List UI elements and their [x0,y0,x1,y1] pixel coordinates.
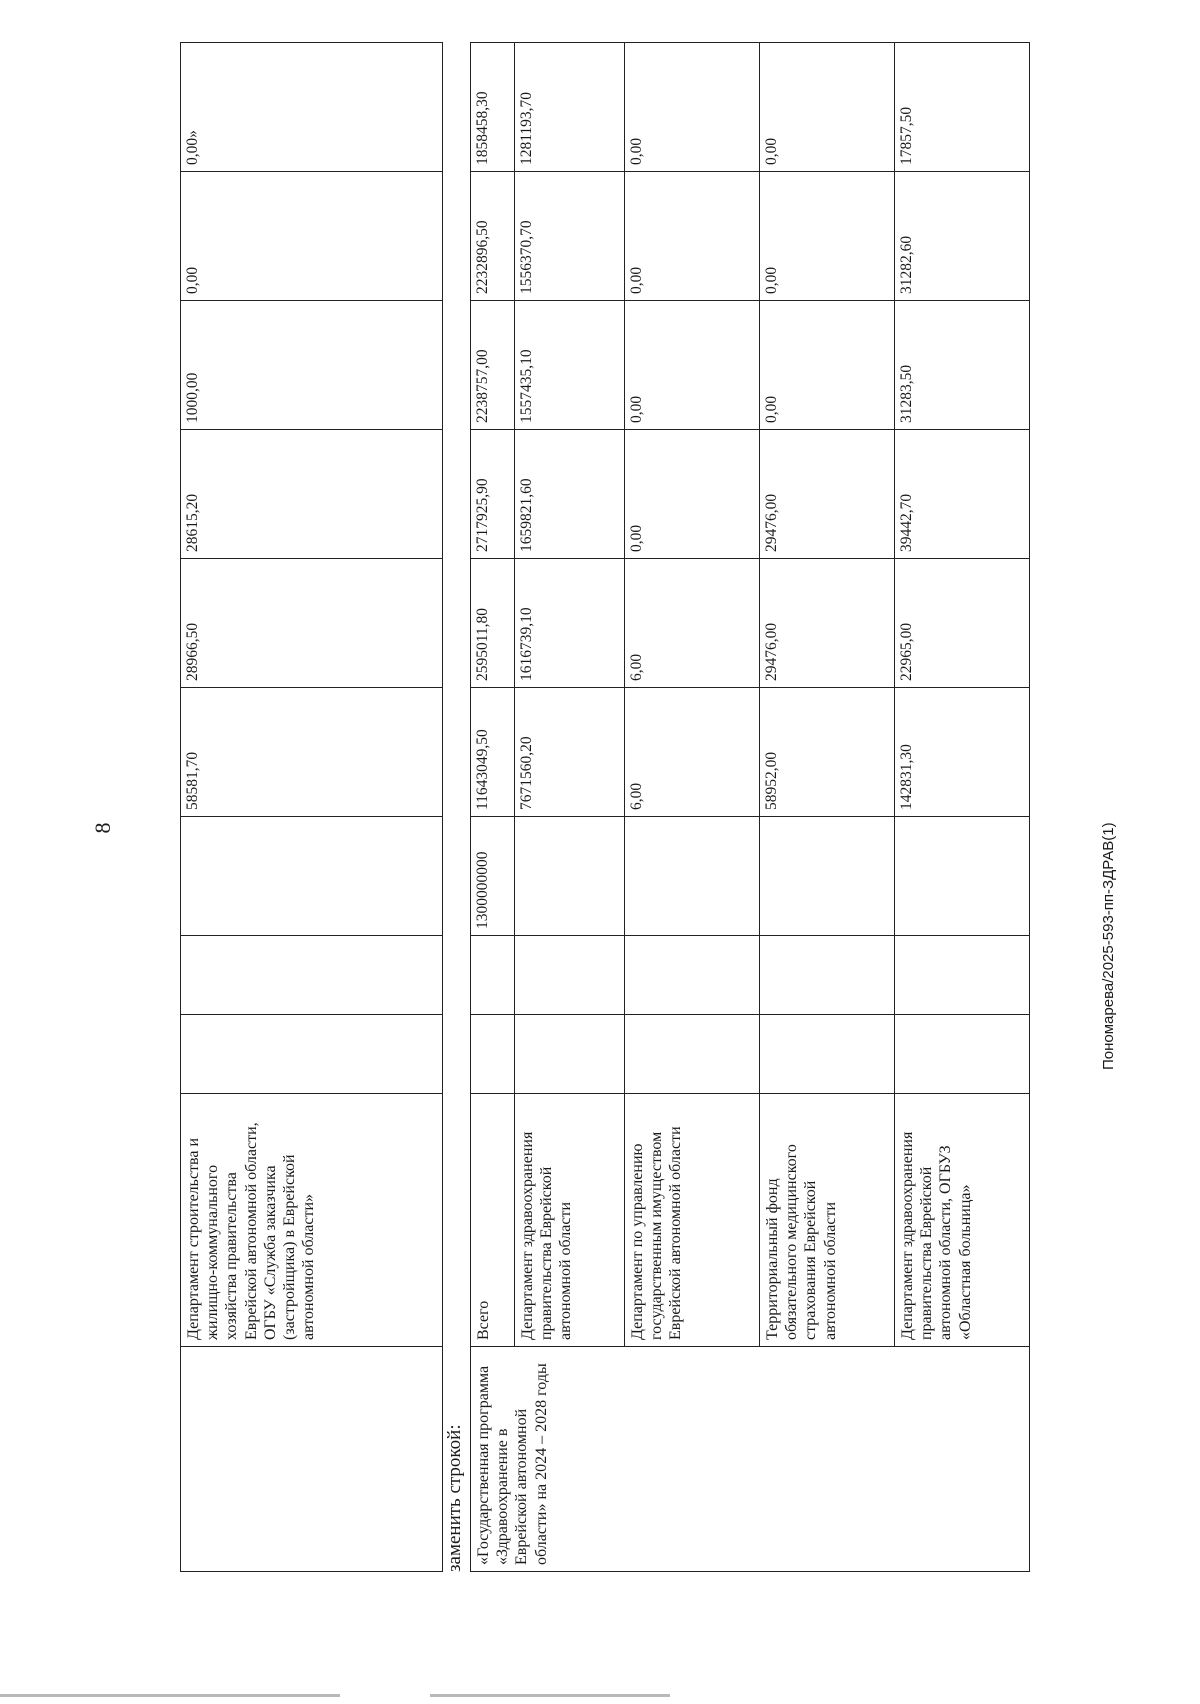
value-cell: 1659821,60 [515,430,625,559]
value-cell: 29476,00 [760,430,895,559]
table-row [760,43,895,1572]
value-cell: 22965,00 [895,559,1030,688]
empty-cell [181,936,443,1015]
executor-cell: Департамент здравоохранения правительства Еврейской автономной области [515,1094,625,1347]
value-cell: 1556370,70 [515,172,625,301]
empty-cell [625,936,760,1015]
scan-artifact [0,1694,340,1697]
rotated-document-body [180,32,1200,1572]
scan-artifact [430,1694,670,1697]
value-cell: 1281193,70 [515,43,625,172]
program-cell-empty [181,1347,443,1572]
value-cell: 28966,50 [181,559,443,688]
empty-cell [895,1015,1030,1094]
value-cell: 0,00 [181,172,443,301]
empty-cell [471,1015,515,1094]
code-cell [181,817,443,936]
empty-cell [181,1015,443,1094]
value-cell: 142831,30 [895,688,1030,817]
value-cell: 11643049,50 [471,688,515,817]
empty-cell [471,936,515,1015]
empty-cell [760,1015,895,1094]
table-row [181,43,443,1572]
code-cell [515,817,625,936]
executor-cell: Всего [471,1094,515,1347]
value-cell: 0,00 [625,43,760,172]
value-cell: 2232896,50 [471,172,515,301]
value-cell: 2595011,80 [471,559,515,688]
value-cell: 0,00 [760,172,895,301]
replace-label: заменить строкой: [444,1424,465,1572]
value-cell: 0,00 [760,43,895,172]
value-cell: 0,00» [181,43,443,172]
table-row [895,43,1030,1572]
table-row [515,43,625,1572]
empty-cell [515,936,625,1015]
executor-cell: Территориальный фонд обязательного медицинского страхования Еврейской автономной области [760,1094,895,1347]
executor-cell: Департамент здравоохранения правительства Еврейской автономной области, ОГБУЗ «Областная больница» [895,1094,1030,1347]
value-cell: 1616739,10 [515,559,625,688]
code-cell [625,817,760,936]
value-cell: 1858458,30 [471,43,515,172]
code-cell [895,817,1030,936]
page-number: 8 [90,822,115,834]
value-cell: 0,00 [760,301,895,430]
value-cell: 1000,00 [181,301,443,430]
value-cell: 28615,20 [181,430,443,559]
empty-cell [625,1015,760,1094]
value-cell: 6,00 [625,559,760,688]
program-name-cell: «Государственная программа «Здравоохранение в Еврейской автономной области» на 2024 – 2028 годы [471,1347,1030,1572]
executor-cell: Департамент по управлению государственным имуществом Еврейской автономной области [625,1094,760,1347]
value-cell: 31283,50 [895,301,1030,430]
value-cell: 0,00 [625,301,760,430]
value-cell: 17857,50 [895,43,1030,172]
value-cell: 6,00 [625,688,760,817]
top-table [180,42,443,1572]
table-row [471,43,515,1572]
value-cell: 39442,70 [895,430,1030,559]
empty-cell [515,1015,625,1094]
value-cell: 2717925,90 [471,430,515,559]
value-cell: 58581,70 [181,688,443,817]
value-cell: 7671560,20 [515,688,625,817]
code-cell: 1300000000 [471,817,515,936]
code-cell [760,817,895,936]
empty-cell [760,936,895,1015]
executor-cell: Департамент строительства и жилищно-коммунального хозяйства правительства Еврейской автономной области, ОГБУ «Служба заказчика (застройщика) в Еврейской автономной области» [181,1094,443,1347]
value-cell: 29476,00 [760,559,895,688]
value-cell: 1557435,10 [515,301,625,430]
value-cell: 2238757,00 [471,301,515,430]
table-row [625,43,760,1572]
value-cell: 0,00 [625,430,760,559]
program-table [470,42,1030,1572]
footer-reference: Пономарева/2025-593-пп-ЗДРАВ(1) [1100,822,1117,1070]
empty-cell [895,936,1030,1015]
value-cell: 0,00 [625,172,760,301]
value-cell: 58952,00 [760,688,895,817]
value-cell: 31282,60 [895,172,1030,301]
